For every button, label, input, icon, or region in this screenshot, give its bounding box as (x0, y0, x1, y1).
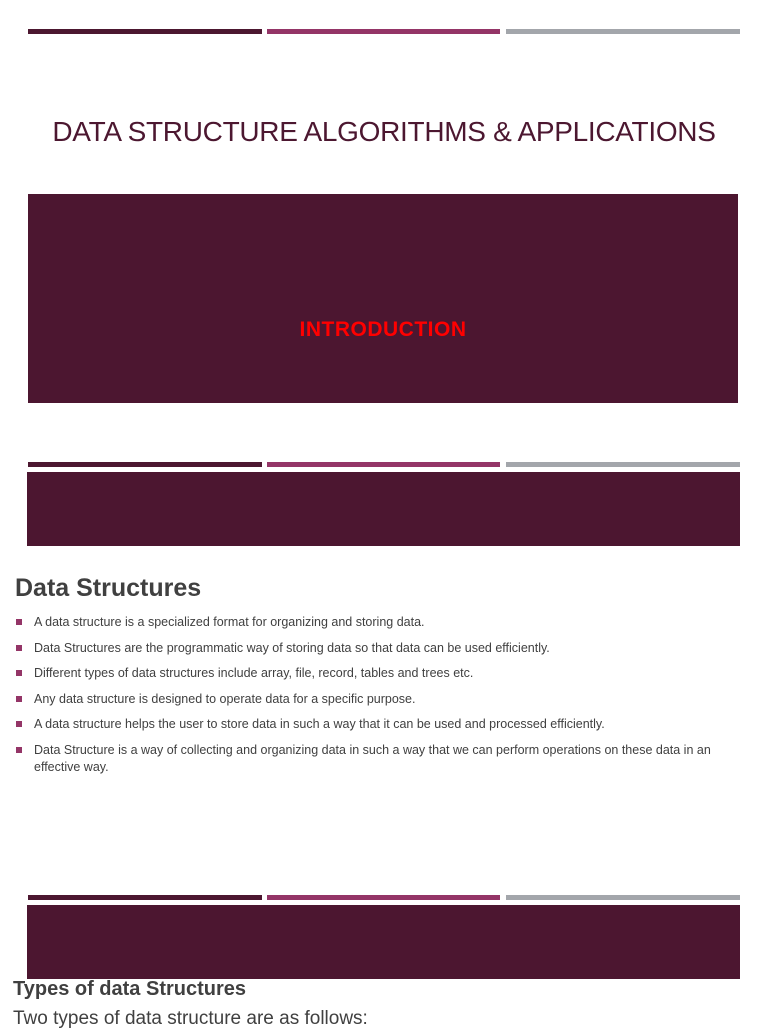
header-band (27, 905, 740, 979)
bullet-list (15, 614, 755, 784)
list-item: A data structure helps the user to store data in such a way that it can be used and processed efficiently. (15, 716, 755, 733)
decor-stripe-gray (506, 895, 740, 900)
intro-text: Two types of data structure are as follows: (13, 1008, 368, 1029)
bullet-square-icon (16, 670, 22, 676)
decor-stripe-mid (267, 29, 500, 34)
section-label: INTRODUCTION (299, 318, 467, 341)
decor-stripe-mid (267, 462, 500, 467)
bullet-square-icon (16, 619, 22, 625)
list-item: Different types of data structures include array, file, record, tables and trees etc. (15, 665, 755, 682)
intro-panel (28, 194, 738, 403)
bullet-square-icon (16, 721, 22, 727)
decor-stripe-dark (28, 29, 262, 34)
bullet-square-icon (16, 696, 22, 702)
section-heading: Types of data Structures (13, 978, 247, 1000)
decor-stripe-gray (506, 29, 740, 34)
header-band (27, 472, 740, 546)
slide-title: DATA STRUCTURE ALGORITHMS & APPLICATIONS (52, 116, 716, 147)
section-heading: Data Structures (15, 574, 202, 602)
decor-stripe-dark (28, 895, 262, 900)
list-item: Data Structures are the programmatic way of storing data so that data can be used efficiently. (15, 640, 755, 657)
decor-stripe-gray (506, 462, 740, 467)
bullet-square-icon (16, 645, 22, 651)
decor-stripe-dark (28, 462, 262, 467)
list-item: Data Structure is a way of collecting and organizing data in such a way that we can perform operations on these data in an effective way. (15, 742, 755, 776)
bullet-square-icon (16, 747, 22, 753)
list-item: Any data structure is designed to operate data for a specific purpose. (15, 691, 755, 708)
decor-stripe-mid (267, 895, 500, 900)
list-item: A data structure is a specialized format for organizing and storing data. (15, 614, 755, 631)
